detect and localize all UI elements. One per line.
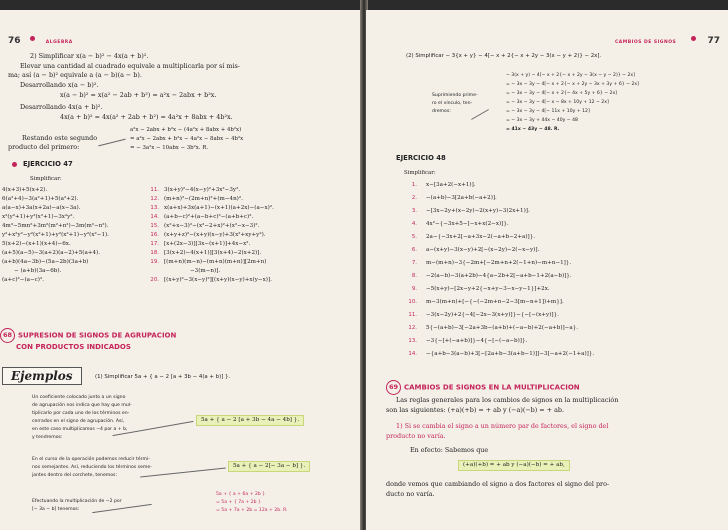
intro-line: 2) Simplificar x(a − b)² − 4x(a + b)².: [30, 52, 149, 60]
item-number: 2.: [411, 195, 417, 201]
exercise-heading: EJERCICIO 47: [12, 160, 73, 168]
item-number: 3.: [411, 208, 417, 214]
item-number: 20.: [150, 277, 159, 283]
exercise-item: −[3x−2y+(x−2y)−2(x+y)−3(2x+1)].: [426, 208, 530, 214]
left-running-head: [8, 28, 73, 47]
rule-1: producto no varía.: [386, 432, 446, 440]
item-number: 12.: [408, 325, 417, 331]
exercise-item: −2(a−b)−3(a+2b)−4{a−2b+2[−a+b−1+2(a−b)]}.: [426, 273, 572, 279]
exercise-item: −(a+b)−3[2a+b(−a+2)].: [426, 195, 497, 201]
exercise-item: −5(x+y)−[2x−y+2{−x+y−3−x−y−1}]+2x.: [426, 286, 550, 292]
item-number: 10.: [408, 299, 417, 305]
right-running-head: [615, 28, 720, 47]
exercise-item: 4x²−{−3x+5−[−x+x(2−x)]}.: [426, 221, 509, 227]
rule-1: 1) Si se cambia el signo a un número par de factores, el signo del: [396, 422, 609, 430]
simplificar-label: Simplificar:: [404, 170, 436, 176]
exercise-item: a−(x+y)−3(x−y)+2[−(x−2y)−2(−x−y)].: [426, 247, 540, 253]
pointer-arrow-icon: [140, 468, 226, 478]
item-number: 8.: [411, 273, 417, 279]
exercise-item: (a+b)(4a−3b)−(5a−2b)(3a+b): [2, 259, 89, 265]
pointer-arrow-icon: [98, 139, 125, 147]
work-row: = − 3x − 3y − 4[− x + 2{− 4x + 5y + 6} − 2x]: [506, 91, 617, 96]
intro-line: Desarrollando 4x(a + b)².: [20, 103, 103, 111]
final-step: 5a + { a + 6a + 2b }: [216, 492, 266, 497]
item-number: 9.: [411, 286, 417, 292]
item-number: 15.: [150, 223, 159, 229]
exercise-item: 5(x+2)−(x+1)(x+4)−6x.: [2, 241, 71, 247]
item-number: 19.: [150, 259, 159, 265]
section-69-heading: 69 CAMBIOS DE SIGNOS EN LA MULTIPLICACION: [386, 380, 580, 395]
item-number: 17.: [150, 241, 159, 247]
exercise-item: −3{−[+(−a+b)]}−4{−[−(−a−b)]}.: [426, 338, 528, 344]
formula-line: 4x(a + b)² = 4x(a² + 2ab + b²) = 4a²x + 8abx + 4b²x.: [60, 113, 233, 121]
item-number: 18.: [150, 250, 159, 256]
item-number: 14.: [408, 351, 417, 357]
example-statement: (1) Simplificar 5a + { a − 2 [a + 3b − 4(a + b)] }.: [95, 374, 231, 380]
running-title: ALGEBRA: [45, 40, 73, 45]
section-68-heading: 68 SUPRESION DE SIGNOS DE AGRUPACION CON PRODUCTOS INDICADOS: [0, 328, 176, 352]
item-number: 4.: [411, 221, 417, 227]
exercise-item: 4(x+3)+5(x+2).: [2, 187, 48, 193]
exercise-item: (x+y+z)²−(x+y)(x−y)+3(x²+xy+y²).: [164, 232, 266, 238]
exercise-item: −3(x−2y)+2{−4[−2x−3(x+y)]}−{−[−(x+y)]}.: [426, 312, 559, 318]
restando-label: producto del primero:: [8, 143, 80, 151]
exercise-item: [x+(2x−3)][3x−(x+1)]+4x−x².: [164, 241, 251, 247]
exercise-item: [(x+y)²−3(x−y)²][(x+y)(x−y)+x(y−x)].: [164, 277, 272, 283]
item-number: 16.: [150, 232, 159, 238]
work-row: − 3(x + y) − 4[− x + 2{− x + 2y − 3(x − y − 2)} − 2x]: [506, 73, 635, 78]
item-number: 13.: [150, 205, 159, 211]
rules-paragraph: son las siguientes: (+a)(+b) = + ab y (−a)(−b) = + ab.: [386, 406, 565, 414]
right-page: CAMBIOS DE SIGNOS 77 (2) Simplificar − 3{x + y} − 4[− x + 2{− x + 2y − 3(x − y + 2)} − 2x]. Suprimiendo prime- ro el vínculo, ten- dremos: − 3(x + y) − 4[− x + 2{− x + 2y − 3(x − y − 2)} − 2x] = − 3x − 3y − 4[− x + 2{− x + 2y − 3x + 3y + 6} − 2x] = − 3x − 3y − 4[− x + 2{− 4x + 5y + 6} − 2x] = − 3x − 3y − 4[− x − 8x + 10y + 12 − 2x] = − 3x − 3y − 4[− 11x + 10y + 12] = − 3x − 3y + 44x − 40y − 48 = 41x − 43y − 48. R. EJERCICIO 48 Simplificar: 1. x−[3a+2(−x+1)]. 2. −(a+b)−3[2a+b(−a+2)]. 3. −[3x−2y+(x−2y)−2(x+y)−3(2x+1)]. 4. 4x²−{−3x+5−[−x+x(2−x)]}. 5. 2a−{−3x+2[−a+3x−2(−a+b−2+a)]}. 6. a−(x+y)−3(x−y)+2[−(x−2y)−2(−x−y)]. 7. m−(m+n)−3{−2m+[−2m+n+2(−1+n)−m+n−1]}. 8. −2(a−b)−3(a+2b)−4{a−2b+2[−a+b−1+2(a−b)]}. 9. −5(x+y)−[2x−y+2{−x+y−3−x−y−1}]+2x. 10. m−3(m+n)+[−{−(−2m+n−2−3[m−n+1])+m}]. 11. −3(x−2y)+2{−4[−2x−3(x+y)]}−{−[−(x+y)]}. 12. 5{−(a+b)−3[−2a+3b−(a+b)+(−a−b)+2(−a+b)]−a}. 13. −3{−[+(−a+b)]}−4{−[−(−a−b)]}. 14. −{a+b−3(a−b)+3[−[2a+b−3(a+b−1)]]−3[−a+2(−1+a)]}. 69 CAMBIOS DE SIGNOS EN LA MULTIPLICACION Las reglas generales para los cambios de signos en la multiplicación son las siguientes: (+a)(+b) = + ab y (−a)(−b) = + ab. 1) Si se cambia el signo a un número par de factores, el signo del producto no varía. En efecto: Sabemos que (+a)(+b) = + ab y (−a)(−b) = + ab, donde vemos que cambiando el signo a dos factores el signo del pro- ducto no varía.: [366, 10, 728, 530]
work-row: = 41x − 43y − 48. R.: [506, 127, 560, 132]
exercise-item: −{a+b−3(a−b)+3[−[2a+b−3(a+b−1)]]−3[−a+2(−1+a)]}.: [426, 351, 595, 357]
highlight-box: 5a + { a − 2 [a + 3b − 4a − 4b] }.: [196, 415, 304, 426]
item-number: 7.: [411, 260, 417, 266]
highlight-box: (+a)(+b) = + ab y (−a)(−b) = + ab,: [458, 460, 570, 471]
work-row: = − 3x − 3y − 4[− 11x + 10y + 12]: [506, 109, 590, 114]
subtraction-row: = a²x − 2abx + b²x − 4a²x − 8abx − 4b²x: [130, 136, 244, 142]
exercise-item: 5{−(a+b)−3[−2a+3b−(a+b)+(−a−b)+2(−a+b)]−a}.: [426, 325, 579, 331]
exercise-item: y²+x²y²−y²(x²+1)+y²(x²+1)−y²(x²−1).: [2, 232, 109, 238]
exercise-item: (m+n)²−(2m+n)²+(m−4n)².: [164, 196, 243, 202]
item-number: 12.: [150, 196, 159, 202]
exercise-item: 3(x+y)²−4(x−y)²+3x²−3y².: [164, 187, 241, 193]
exercise-item: (a+b−c)²+(a−b+c)²−(a+b+c)².: [164, 214, 254, 220]
exercise-item: (a+5)(a−5)−3(a+2)(a−2)+5(a+4).: [2, 250, 100, 256]
restando-label: Restando este segundo: [22, 134, 98, 142]
section-number-badge: 69: [386, 380, 401, 395]
final-step: = 5a + 7a + 2b = 12a + 2b. R.: [216, 508, 288, 513]
exercise-item: m−3(m+n)+[−{−(−2m+n−2−3[m−n+1])+m}].: [426, 299, 564, 305]
item-number: 11.: [408, 312, 417, 318]
exercise-item: (x²+x−3)²−(x²−2+x)²+(x²−x−3)².: [164, 223, 260, 229]
example-statement: (2) Simplificar − 3{x + y} − 4[− x + 2{− x + 2y − 3(x − y + 2)} − 2x].: [406, 53, 602, 59]
exercise-item: a(a−x)+3a(x+2a)−a(x−3a).: [2, 205, 81, 211]
highlight-box: 5a + { a − 2[− 3a − b] }.: [228, 461, 310, 472]
example-explanation: Efectuando la multiplicación de −2 por: [32, 499, 122, 504]
exercise-item: 4m³−5mn²+3m²(m²+n²)−3m(m²−n²).: [2, 223, 109, 229]
exercise-item: −3(m−n)].: [190, 268, 221, 274]
item-number: 11.: [150, 187, 159, 193]
closing-paragraph: ducto no varía.: [386, 490, 435, 498]
exercise-item: m−(m+n)−3{−2m+[−2m+n+2(−1+n)−m+n−1]}.: [426, 260, 572, 266]
exercise-item: [(m+n)(m−n)−(m+n)(m+n)][2m+n): [164, 259, 267, 265]
exercise-item: − (a+b)(3a−6b).: [14, 268, 62, 274]
subtraction-row: a²x − 2abx + b²x − (4a²x + 8abx + 4b²x): [130, 127, 242, 133]
closing-paragraph: donde vemos que cambiando el signo a dos factores el signo del pro-: [386, 480, 610, 488]
intro-line: ma; así (a − b)² equivale a (a − b)(a − b).: [8, 71, 142, 79]
item-number: 5.: [411, 234, 417, 240]
item-number: 6.: [411, 247, 417, 253]
intro-line: Elevar una cantidad al cuadrado equivale a multiplicarla por sí mis-: [20, 62, 240, 70]
page-number: 76: [8, 36, 21, 46]
page-number: 77: [707, 36, 720, 46]
exercise-item: (a+c)²−(a−c)².: [2, 277, 44, 283]
pointer-arrow-icon: [471, 109, 489, 120]
exercise-item: 6(a²+4)−3(a²+1)+5(a²+2).: [2, 196, 79, 202]
exercise-item: x(a+x)+3x(a+1)−(x+1)(a+2x)−(a−x)².: [164, 205, 274, 211]
exercise-item: x²(y²+1)+y²(x²+1)−3x²y².: [2, 214, 75, 220]
formula-line: x(a − b)² = x(a² − 2ab + b²) = a²x − 2abx + b²x.: [60, 91, 217, 99]
exercise-item: 2a−{−3x+2[−a+3x−2(−a+b−2+a)]}.: [426, 234, 536, 240]
rules-paragraph: Las reglas generales para los cambios de signos en la multiplicación: [396, 396, 619, 404]
example-explanation: [− 3a − b] tenemos:: [32, 507, 80, 512]
exercise-item: [3(x+2)−4(x+1)][3(x+4)−2(x+2)].: [164, 250, 262, 256]
exercise-heading: EJERCICIO 48: [396, 154, 446, 162]
item-number: 14.: [150, 214, 159, 220]
efecto-line: En efecto: Sabemos que: [410, 446, 489, 454]
bullet-icon: [691, 36, 696, 41]
section-number-badge: 68: [0, 328, 15, 343]
work-row: = − 3x − 3y + 44x − 40y − 48: [506, 118, 578, 123]
subtraction-row: = − 3a²x − 10abx − 3b²x. R.: [130, 145, 209, 151]
item-number: 13.: [408, 338, 417, 344]
running-title: CAMBIOS DE SIGNOS: [614, 40, 677, 45]
work-row: = − 3x − 3y − 4[− x + 2{− x + 2y − 3x + 3y + 6} − 2x]: [506, 82, 639, 87]
left-page: 76 ALGEBRA 2) Simplificar x(a − b)² − 4x(a + b)². Elevar una cantidad al cuadrado equivale a multiplicarla por sí mis- ma; así (a − b)² equivale a (a − b)(a − b). Desarrollando x(a − b)². x(a − b)² = x(a² − 2ab + b²) = a²x − 2abx + b²x. Desarrollando 4x(a + b)². 4x(a + b)² = 4x(a² + 2ab + b²) = 4a²x + 8abx + 4b²x. a²x − 2abx + b²x − (4a²x + 8abx + 4b²x) Restando este segundo = a²x − 2abx + b²x − 4a²x − 8abx − 4b²x producto del primero: = − 3a²x − 10abx − 3b²x. R. EJERCICIO 47 Simplificar: 4(x+3)+5(x+2). 6(a²+4)−3(a²+1)+5(a²+2). a(a−x)+3a(x+2a)−a(x−3a). x²(y²+1)+y²(x²+1)−3x²y². 4m³−5mn²+3m²(m²+n²)−3m(m²−n²). y²+x²y²−y²(x²+1)+y²(x²+1)−y²(x²−1). 5(x+2)−(x+1)(x+4)−6x. (a+5)(a−5)−3(a+2)(a−2)+5(a+4). (a+b)(4a−3b)−(5a−2b)(3a+b) − (a+b)(3a−6b). (a+c)²−(a−c)². 11. 12. 13. 14. 15. 16. 17. 18. 19. 20. 3(x+y)²−4(x−y)²+3x²−3y². (m+n)²−(2m+n)²+(m−4n)². x(a+x)+3x(a+1)−(x+1)(a+2x)−(a−x)². (a+b−c)²+(a−b+c)²−(a+b+c)². (x²+x−3)²−(x²−2+x)²+(x²−x−3)². (x+y+z)²−(x+y)(x−y)+3(x²+xy+y²). [x+(2x−3)][3x−(x+1)]+4x−x². [3(x+2)−4(x+1)][3(x+4)−2(x+2)]. [(m+n)(m−n)−(m+n)(m+n)][2m+n) −3(m−n)]. [(x+y)²−3(x−y)²][(x+y)(x−y)+x(y−x)]. 68 SUPRESION DE SIGNOS DE AGRUPACION CON PRODUCTOS INDICADOS Ejemplos (1) Simplificar 5a + { a − 2 [a + 3b − 4(a + b)] }. Un coeficiente colocado junto a un signo de agrupación nos indica que hay que mul- tiplicarlo por cada uno de los términos en- cerrados en el signo de agrupación. Así, en este caso multiplicamos −4 por a + b, y tendremos: 5a + { a − 2 [a + 3b − 4a − 4b] }. En el curso de la operación podemos reducir térmi- nos semejantes. Así, reduciendo los términos seme- jantes dentro del corchete, tenemos: 5a + { a − 2[− 3a − b] }. Efectuando la multiplicación de −2 por [− 3a − b] tenemos: 5a + { a + 6a + 2b } = 5a + { 7a + 2b } = 5a + 7a + 2b = 12a + 2b. R.: [0, 10, 362, 530]
exercise-item: x−[3a+2(−x+1)].: [426, 182, 476, 188]
final-step: = 5a + { 7a + 2b }: [216, 500, 261, 505]
ejemplos-heading: Ejemplos: [2, 367, 82, 385]
work-row: = − 3x − 3y − 4[− x − 8x + 10y + 12 − 2x]: [506, 100, 609, 105]
intro-line: Desarrollando x(a − b)².: [20, 81, 99, 89]
simplificar-label: Simplificar:: [30, 176, 62, 182]
bullet-icon: [12, 162, 17, 167]
bullet-icon: [30, 36, 35, 41]
item-number: 1.: [411, 182, 417, 188]
